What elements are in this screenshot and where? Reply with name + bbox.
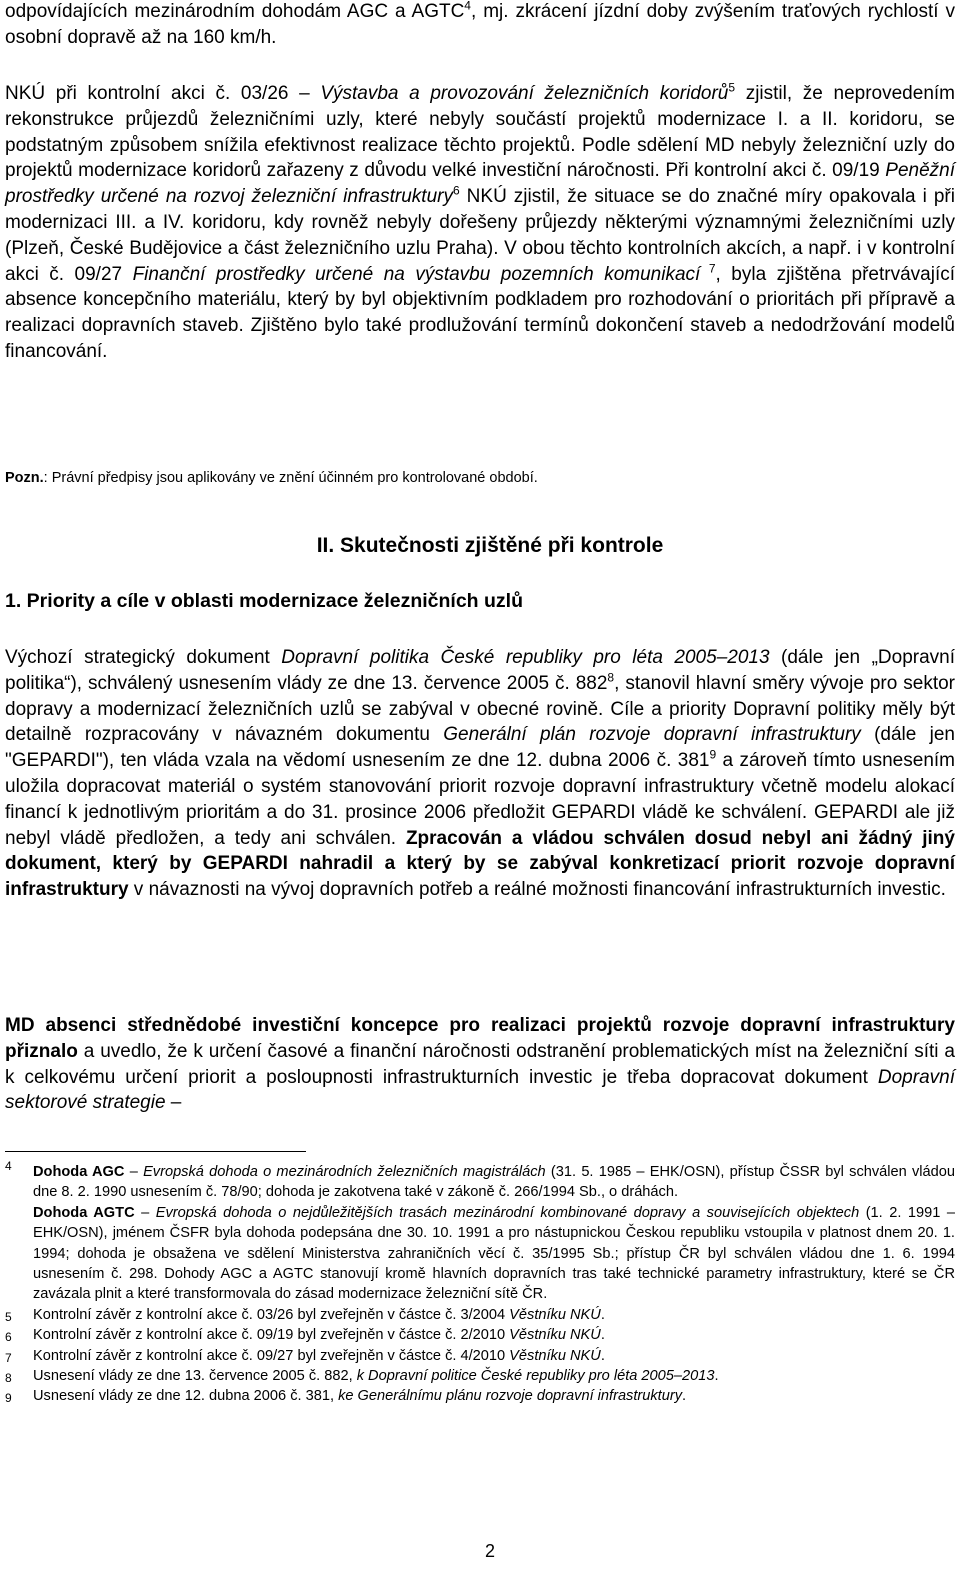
text-italic: Výstavba a provozování železničních koridorů [320,83,729,104]
note [5,470,538,486]
text-italic: ke Generálnímu plánu rozvoje dopravní infrastruktury [338,1388,683,1405]
text: (31. 5. 1985 – EHK/OSN), přístup ČSSR byl schválen vládou dne 8. 2. 1990 usnesením č. 78/90; dohoda je zakotvena také v zákoně č. 266/1994 Sb., o dráhách. [33,1164,956,1201]
text: – [165,1092,182,1114]
text: odpovídajících mezinárodním dohodám AGC a AGTC [5,1,465,22]
text: , byla zjištěna přetrvávající absence koncepčního materiálu, který by byl objektivním podkladem pro rozhodování o prioritách při přípravě a realizaci dopravních staveb. Zjištěno bylo také prodlužování termínů dokončení staveb a nedodržování modelů financování. [5,263,956,362]
text-bold: MD absenci střednědobé investiční koncepce pro realizaci projektů rozvoje dopravní infrastruktury přiznalo [5,1015,955,1062]
text: v návaznosti na vývoj dopravních potřeb a reálné možnosti financování infrastrukturních investic. [128,879,946,901]
page-number: 2 [484,1541,495,1561]
footnote-9 [5,1386,955,1406]
text-italic: Dopravní sektorové strategie [5,1066,955,1114]
note-text: : Právní předpisy jsou aplikovány ve znění účinném pro kontrolované období. [43,469,538,486]
note-label: Pozn. [5,469,44,486]
footnote-ref-8: 8 [607,670,615,685]
text-bold: Dohoda AGC [33,1164,125,1180]
footnotes [5,1159,956,1407]
footnote-ref-9: 9 [709,747,717,762]
footnote-ref-5: 5 [728,80,736,95]
text-italic: k Dopravní politice České republiky pro léta 2005–2013 [356,1368,715,1385]
text: Výchozí strategický dokument [5,647,282,668]
text-italic: Věstníku NKÚ [509,1306,601,1323]
footnote-4 [5,1159,956,1305]
text: . [600,1306,605,1323]
footnote-number: 7 [5,1350,12,1365]
text: – [124,1164,144,1180]
footnote-number: 4 [5,1159,12,1173]
footnote-8 [5,1366,955,1386]
subsection-title: 1. Priority a cíle v oblasti modernizace železničních uzlů [5,590,523,612]
text: . [600,1327,605,1344]
text: Kontrolní závěr z kontrolní akce č. 09/19 byl zveřejněn v částce č. 2/2010 [33,1327,510,1344]
footnote-ref-6: 6 [452,183,460,198]
paragraph-dopravni-politika [5,645,955,903]
text-bold: Dohoda AGTC [33,1204,135,1221]
text-italic: Věstníku NKÚ [509,1347,601,1364]
footnote-5 [5,1305,955,1325]
text-italic: Finanční prostředky určené na výstavbu pozemních komunikací [132,263,701,285]
footnote-7 [5,1346,955,1366]
text: . [600,1347,605,1364]
text: Kontrolní závěr z kontrolní akce č. 09/27 byl zveřejněn v částce č. 4/2010 [33,1347,510,1364]
text: a uvedlo, že k určení časové a finanční náročnosti odstranění problematických míst na železniční síti a k celkovému určení priorit a posloupnosti infrastrukturních investic je třeba dopracovat dokument [5,1040,955,1088]
footnote-number: 9 [5,1391,12,1406]
text-italic: Evropská dohoda o nejdůležitějších trasách mezinárodní kombinované dopravy a souvisejících objektech [155,1204,860,1221]
text: (dále jen "GEPARDI"), ten vláda vzala na vědomí usnesením ze dne 12. dubna 2006 č. 381 [5,724,955,772]
footnote-number: 6 [5,1330,12,1345]
text-italic: Dopravní politika České republiky pro léta 2005–2013 [281,647,770,668]
text-italic: Věstníku NKÚ [509,1327,601,1344]
text-italic: Generální plán rozvoje dopravní infrastruktury [443,724,861,746]
text: Usnesení vlády ze dne 12. dubna 2006 č. 381, [33,1388,339,1405]
text-bold: Zpracován a vládou schválen dosud nebyl ani žádný jiný dokument, který by GEPARDI nahradil a který by se zabýval konkretizací priorit rozvoje dopravní infrastruktury [5,827,955,901]
paragraph-agc-agtc [5,0,955,51]
footnote-number: 5 [5,1309,12,1324]
text: zjistil, že neprovedením rekonstrukce průjezdů železničními uzly, které nebyly součástí projektů modernizace I. a II. koridoru, se podstatným způsobem snížila efektivnost realizace těchto projektů. Podle sdělení MD nebyly železniční uzly do projektů modernizace koridorů zařazeny z důvodu velké investiční náročnosti. Při kontrolní akci č. 09/19 [5,83,955,182]
text: NKÚ při kontrolní akci č. 03/26 – [5,83,321,104]
text: Usnesení vlády ze dne 13. července 2005 č. 882, [33,1368,357,1385]
footnote-ref-7: 7 [700,261,716,276]
text: a zároveň tímto usnesením uložila dopracovat materiál o systém stanovování priorit rozvoje dopravní infrastruktury včetně modelu alokací financí k jednotlivým prioritám a do 31. prosince 2006 předložit GEPARDI vládě ke schválení. GEPARDI ale již nebyl vládě předložen, a tedy ani schválen. [5,750,955,849]
text: . [714,1368,719,1385]
text: (dále jen „Dopravní politika“), schválený usnesením vlády ze dne 13. července 2005 č. 882 [5,647,956,694]
text: Kontrolní závěr z kontrolní akce č. 03/26 byl zveřejněn v částce č. 3/2004 [33,1306,510,1323]
text: , mj. zkrácení jízdní doby zvýšením traťových rychlostí v osobní dopravě až na 160 km/h. [5,1,955,48]
section-title: II. Skutečnosti zjištěné při kontrole [316,534,664,557]
text-italic: Evropská dohoda o mezinárodních železničních magistrálách [143,1164,546,1180]
text: (1. 2. 1991 – EHK/OSN), jménem ČSFR byla dohoda podepsána dne 30. 10. 1991 a pro nástupnickou Českou republiku vstoupila v platnost dnem 20. 1. 1994; dohoda je obsažena ve sdělení Ministerstva zahraničních věcí č. 35/1995 Sb.; přístup ČR byl schválen vládou dne 1. 6. 1994 usnesením č. 298. Dohody AGC a AGTC stanovují kromě hlavních dopravních tras také technické parametry infrastruktury, které se ČR zavázala plnit a které transformovala do zásad modernizace železniční sítě ČR. [33,1204,955,1303]
text-italic: Peněžní prostředky určené na rozvoj železniční infrastruktury [5,160,955,208]
paragraph-md-absence [5,1013,955,1116]
text: – [134,1204,156,1221]
footnote-number: 8 [5,1371,12,1386]
footnote-6 [5,1325,955,1345]
footnote-ref-4: 4 [464,0,471,13]
paragraph-nku-findings [5,81,955,365]
footnote-separator [5,1151,306,1152]
text: . [682,1388,687,1405]
text: , stanovil hlavní směry vývoje pro sektor dopravy a modernizací železničních uzlů se zabýval v obecné rovině. Cíle a priority Dopravní politiky měly být detailně rozpracovány v návazném dokumentu [5,672,956,746]
text: NKÚ zjistil, že situace se do značné míry opakovala i při modernizaci III. a IV. koridoru, kdy rovněž nebyly dořešeny průjezdy některými významnými železničními uzly (Plzeň, České Budějovice a část železničního uzlu Praha). V obou těchto kontrolních akcích, a např. i v kontrolní akci č. 09/27 [5,186,955,285]
